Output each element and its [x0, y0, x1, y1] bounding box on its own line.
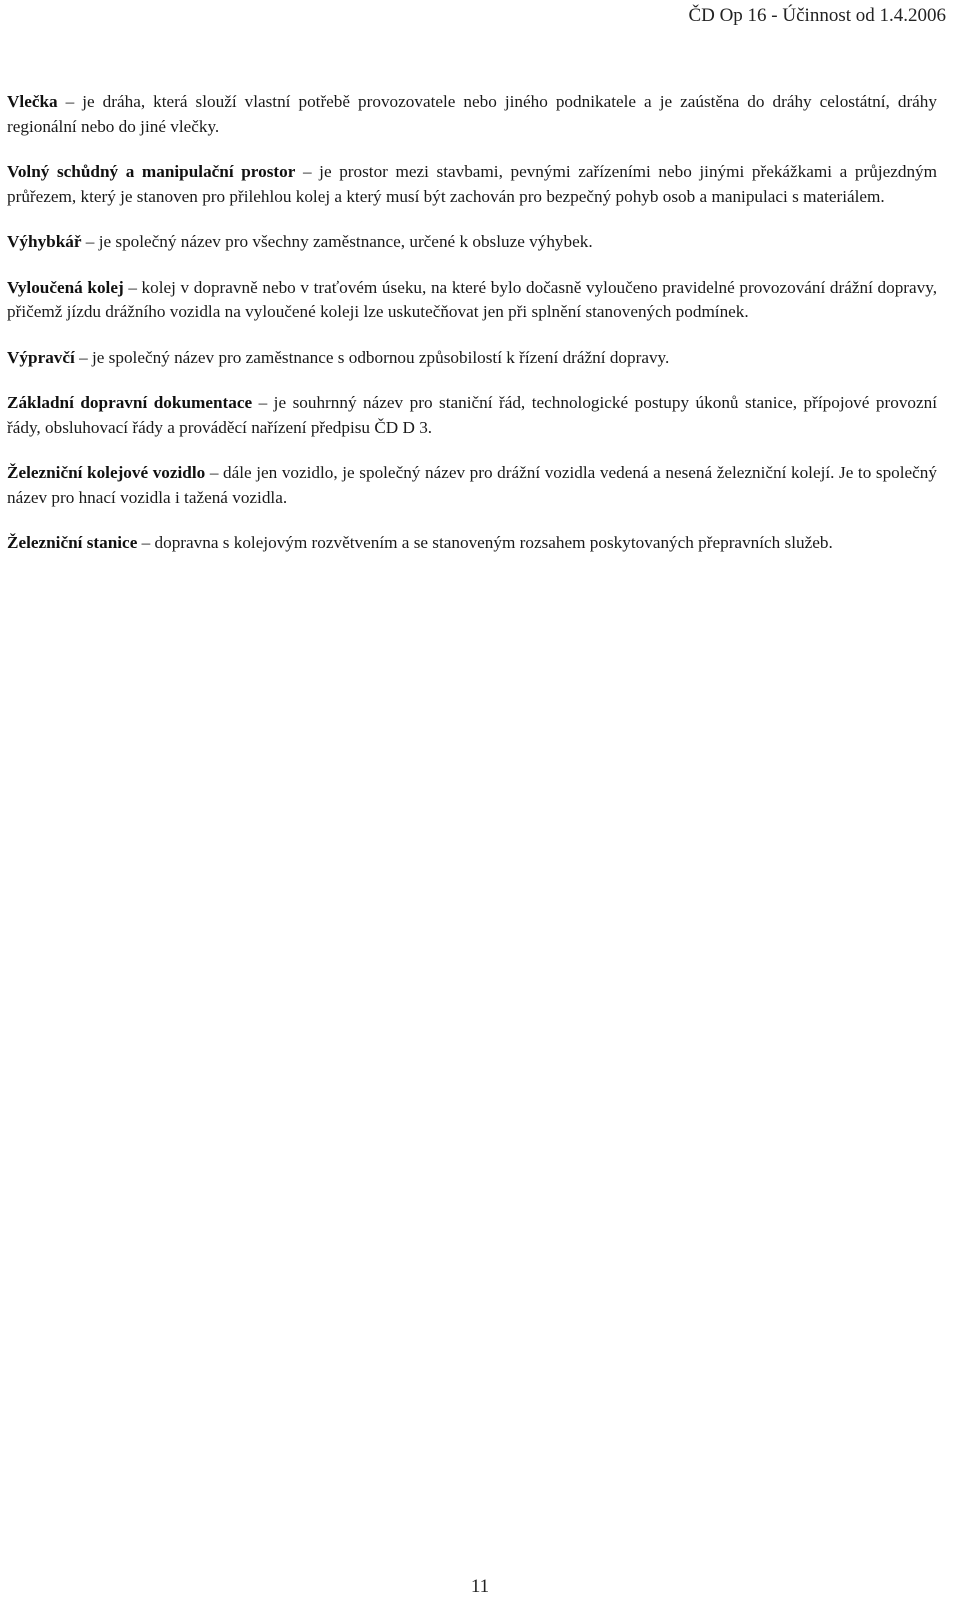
document-body: [7, 90, 937, 577]
definition-term: Vlečka: [7, 92, 58, 111]
definition-entry-zeleznicni-stanice: [7, 531, 937, 556]
page-number: 11: [470, 1576, 490, 1597]
definition-text: – je dráha, která slouží vlastní potřebě provozovatele nebo jiného podnikatele a je zaústěna do dráhy celostátní, dráhy regionální nebo do jiné vlečky.: [7, 92, 937, 136]
definition-entry-volny-schudny-prostor: [7, 160, 937, 209]
definition-text: – je souhrnný název pro staniční řád, technologické postupy úkonů stanice, přípojové provozní řády, obsluhovací řády a prováděcí nařízení předpisu ČD D 3.: [7, 393, 937, 437]
definition-text: – je společný název pro zaměstnance s odbornou způsobilostí k řízení drážní dopravy.: [74, 347, 670, 367]
definition-term: Železniční stanice: [7, 533, 138, 552]
definition-text: – dopravna s kolejovým rozvětvením a se stanoveným rozsahem poskytovaných přepravních služeb.: [137, 533, 833, 552]
page-header: ČD Op 16 - Účinnost od 1.4.2006: [688, 5, 946, 26]
definition-term: Železniční kolejové vozidlo: [7, 463, 206, 482]
definition-entry-kolejove-vozidlo: [7, 461, 937, 510]
definition-term: Základní dopravní dokumentace: [7, 393, 253, 412]
definition-entry-vypravci: [7, 346, 937, 371]
definition-entry-zakladni-dokumentace: [7, 391, 937, 440]
definition-text: – dále jen vozidlo, je společný název pro drážní vozidla vedená a nesená železniční kolejí. Je to společný název pro hnací vozidla i tažená vozidla.: [7, 463, 937, 507]
definition-text: – je prostor mezi stavbami, pevnými zařízeními nebo jinými překážkami a průjezdným průřezem, který je stanoven pro přilehlou kolej a který musí být zachován pro bezpečný pohyb osob a manipulaci s materiálem.: [7, 162, 938, 206]
definition-entry-vlecka: [7, 90, 937, 139]
definition-entry-vyhybkar: [7, 230, 937, 255]
definition-term: Výpravčí: [7, 347, 75, 367]
definition-entry-vyloucena-kolej: [7, 276, 937, 325]
definition-term: Vyloučená kolej: [7, 277, 124, 297]
definition-term: Volný schůdný a manipulační prostor: [7, 162, 296, 181]
definition-term: Výhybkář: [7, 232, 82, 251]
definition-text: – je společný název pro všechny zaměstnance, určené k obsluze výhybek.: [81, 232, 593, 251]
definition-text: – kolej v dopravně nebo v traťovém úseku, na které bylo dočasně vyloučeno pravidelné provozování drážní dopravy, přičemž jízdu drážního vozidla na vyloučené koleji lze uskutečňovat jen při splnění stanovených podmínek.: [7, 277, 938, 321]
